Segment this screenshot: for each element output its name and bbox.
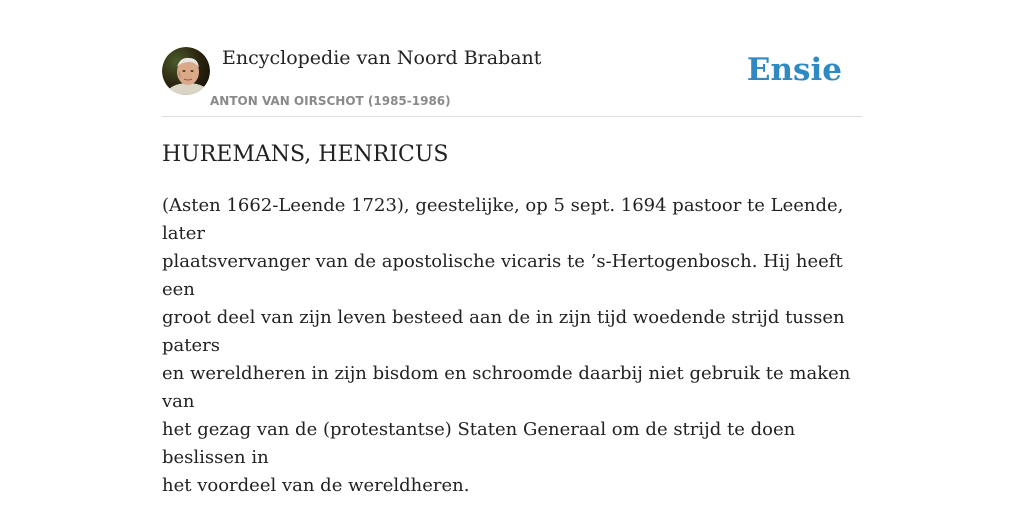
entry-body-line: (Asten 1662-Leende 1723), geestelijke, op 5 sept. 1694 pastoor te Leende, later	[162, 195, 844, 244]
entry-body-line: en wereldheren in zijn bisdom en schroomde daarbij niet gebruik te maken van	[162, 363, 851, 412]
book-title-link[interactable]: Encyclopedie van Noord Brabant	[222, 47, 542, 69]
author-avatar[interactable]	[162, 47, 210, 95]
entry-body-line: het voordeel van de wereldheren.	[162, 475, 470, 496]
page-header	[162, 0, 862, 117]
entry-title: HUREMANS, HENRICUS	[162, 142, 449, 167]
entry-body-line: plaatsvervanger van de apostolische vicaris te ’s-Hertogenbosch. Hij heeft een	[162, 251, 843, 300]
page-container	[162, 0, 862, 496]
entry-body-line: groot deel van zijn leven besteed aan de in zijn tijd woedende strijd tussen paters	[162, 307, 845, 356]
ensie-logo[interactable]: Ensie	[746, 52, 842, 88]
entry-body	[162, 192, 862, 500]
author-link[interactable]: ANTON VAN OIRSCHOT (1985-1986)	[210, 94, 451, 108]
author-portrait-icon	[162, 47, 210, 95]
entry-body-line: het gezag van de (protestantse) Staten Generaal om de strijd te doen beslissen in	[162, 419, 796, 468]
